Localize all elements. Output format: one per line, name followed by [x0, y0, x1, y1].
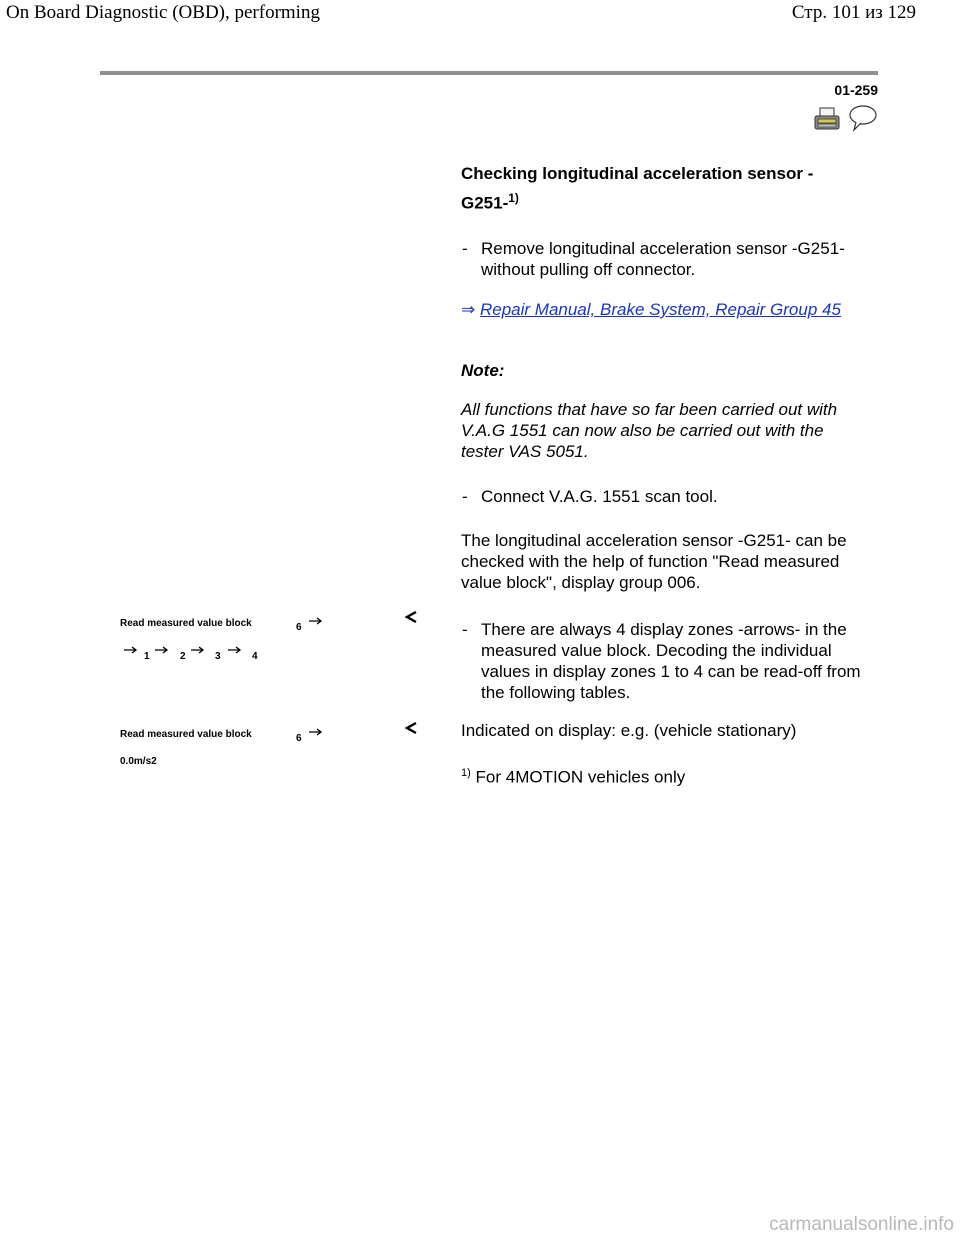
display-zone-number: 4: [252, 651, 258, 662]
step-dash: -: [462, 620, 468, 639]
step-text: Connect V.A.G. 1551 scan tool.: [481, 487, 718, 506]
chevron-left-icon: [404, 610, 418, 624]
arrow-right-icon: [309, 617, 323, 625]
step-item: [462, 238, 881, 280]
footnote: [461, 763, 861, 788]
display-label: Read measured value block: [120, 618, 252, 629]
repair-manual-link[interactable]: Repair Manual, Brake System, Repair Group 45: [479, 300, 841, 319]
section-title-text: Checking longitudinal acceleration sensor -G251-: [461, 164, 814, 213]
arrow-right-icon: [228, 646, 242, 654]
arrow-right-icon: [155, 646, 169, 654]
display-zone-number: 1: [144, 651, 150, 662]
body-paragraph: The longitudinal acceleration sensor -G251- can be checked with the help of function "Read measured value block", display group 006.: [461, 531, 847, 592]
page-number: 01-259: [834, 82, 878, 98]
step-item: [462, 619, 881, 703]
display-group-number: 6: [296, 733, 302, 744]
step-dash: -: [462, 487, 468, 506]
footnote-text: For 4MOTION vehicles only: [475, 767, 686, 787]
arrow-right-icon: [124, 646, 138, 654]
display-indication-text: Indicated on display: e.g. (vehicle stationary): [461, 721, 797, 740]
watermark: carmanualsonline.info: [769, 1214, 954, 1235]
section-title: [461, 162, 841, 216]
display-value: 0.0m/s2: [120, 756, 157, 767]
document-title: On Board Diagnostic (OBD), performing: [6, 2, 320, 23]
printer-icon[interactable]: [814, 107, 840, 131]
reference-arrow-icon: ⇒: [461, 300, 476, 319]
chevron-left-icon: [404, 721, 418, 735]
step-item: [462, 486, 881, 507]
step-text: Remove longitudinal acceleration sensor -G251- without pulling off connector.: [481, 239, 845, 279]
footnote-ref: 1): [508, 191, 519, 205]
arrow-right-icon: [191, 646, 205, 654]
display-label: Read measured value block: [120, 729, 252, 740]
arrow-right-icon: [309, 728, 323, 736]
note-text: All functions that have so far been carried out with V.A.G 1551 can now also be carried out with the tester VAS 5051.: [461, 400, 838, 461]
display-zone-number: 3: [215, 651, 221, 662]
footnote-marker: 1): [461, 767, 471, 779]
display-zone-number: 2: [180, 651, 186, 662]
display-group-number: 6: [296, 622, 302, 633]
header-divider: [100, 71, 878, 75]
cross-reference: [461, 299, 861, 320]
page-counter: Стр. 101 из 129: [791, 2, 916, 23]
note-label: Note:: [461, 361, 505, 380]
step-text: There are always 4 display zones -arrows- in the measured value block. Decoding the individual values in display zones 1 to 4 can be read-off from the following tables.: [481, 620, 861, 702]
speech-bubble-icon[interactable]: [848, 104, 878, 132]
step-dash: -: [462, 239, 468, 258]
